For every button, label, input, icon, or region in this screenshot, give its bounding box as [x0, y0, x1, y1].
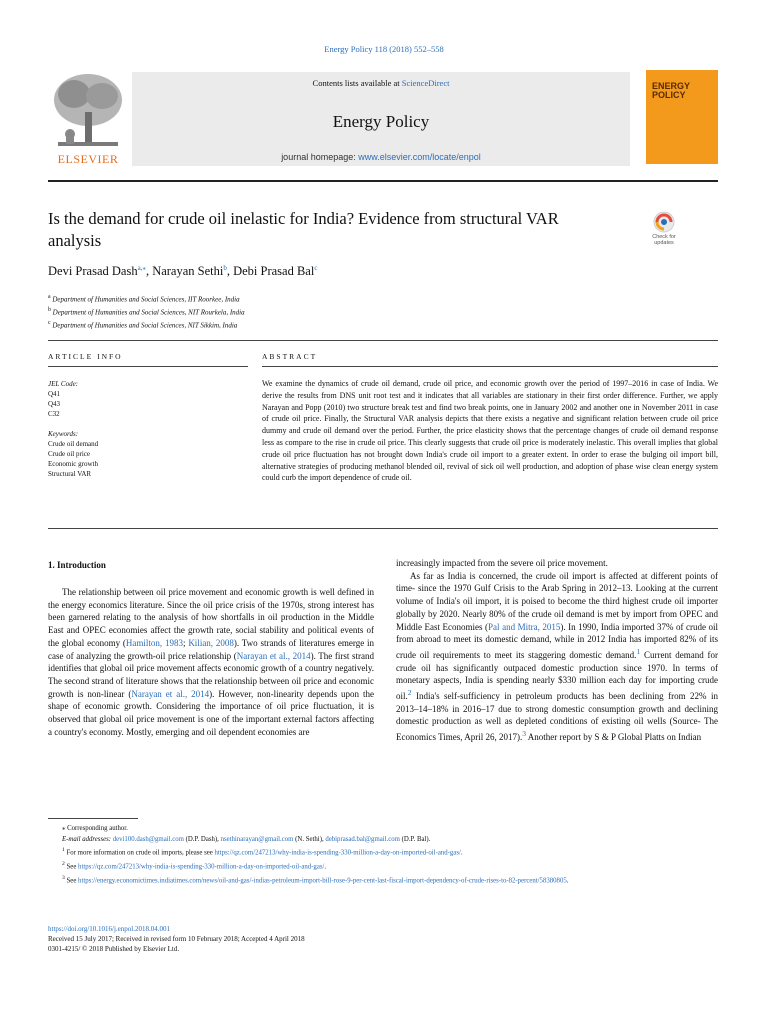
elsevier-wordmark: ELSEVIER [57, 152, 119, 166]
text-span: The relationship between oil price movement and economic growth is well defined in the energy economics literature. Since the oil price crisis of the 1970s, strong interest has been garnered relating to the analysis of how shortfalls in oil production in the Middle East and OPEC economies affect the growth rate, social stability and political events of the global economy ( [48, 587, 374, 648]
keyword: Economic growth [48, 460, 98, 468]
affiliation-text: Department of Humanities and Social Sciences, IIT Roorkee, India [50, 295, 240, 304]
keyword: Crude oil price [48, 450, 90, 458]
elsevier-tree-icon [48, 68, 128, 152]
text-span: . [566, 876, 569, 884]
citation-link[interactable]: Narayan et al., 2014 [236, 650, 311, 661]
author-name[interactable]: Debi Prasad Bal [233, 264, 315, 279]
doi-link[interactable]: https://doi.org/10.1016/j.enpol.2018.04.001 [48, 925, 170, 933]
check-for-updates-button[interactable] [644, 210, 684, 252]
footnote-url-link[interactable]: https://energy.economictimes.indiatimes.com/news/oil-and-gas/-indias-petroleum-import-bill-rose-9-per-cent-last-fiscal-import-dependency-of-crude-rises-to-82-percent/58380805 [78, 876, 567, 884]
email-link[interactable]: nsethinarayan@gmail.com [220, 835, 294, 843]
footnote-number: 3 [62, 874, 65, 881]
keywords-label: Keywords: [48, 430, 79, 438]
article-info-heading: ARTICLE INFO [48, 352, 123, 361]
text-span: (N. Sethi), [293, 835, 326, 843]
jel-code-list [48, 389, 248, 419]
footnote-number: 2 [62, 860, 65, 867]
author-name[interactable]: Devi Prasad Dash [48, 264, 138, 279]
footnote-url-link[interactable]: https://qz.com/247213/why-india-is-spending-330-million-a-day-on-imported-oil-and-gas/ [78, 863, 325, 871]
elsevier-logo[interactable] [48, 68, 128, 166]
received-dates: Received 15 July 2017; Received in revised form 10 February 2018; Accepted 4 April 2018 [48, 935, 305, 943]
affiliations [48, 292, 245, 330]
email-addresses [48, 835, 724, 846]
email-label: E-mail addresses: [62, 835, 113, 843]
section-heading-introduction: 1. Introduction [48, 560, 106, 570]
corresponding-author-note: ⁎ Corresponding author. [62, 825, 128, 832]
author-affiliation-marker[interactable]: a,⁎ [137, 264, 146, 272]
journal-reference[interactable]: Energy Policy 118 (2018) 552–558 [324, 44, 444, 54]
divider [262, 366, 718, 367]
keyword-list [48, 439, 248, 479]
article-info [48, 379, 248, 479]
affiliation-line [48, 292, 245, 305]
footnote-marker[interactable]: 1 [636, 646, 641, 656]
keyword: Crude oil demand [48, 440, 99, 448]
footnote-marker[interactable]: 2 [407, 688, 412, 698]
journal-header [48, 68, 718, 178]
divider [48, 340, 718, 341]
homepage-line [132, 152, 630, 162]
check-for-updates-label: Check for updates [652, 234, 676, 246]
jel-code: Q41 [48, 390, 61, 398]
keyword: Structural VAR [48, 470, 92, 478]
citation-link[interactable]: Pal and Mitra, 2015 [488, 621, 561, 632]
affiliation-marker: c [48, 319, 51, 326]
paragraph [396, 570, 718, 744]
divider [48, 528, 718, 529]
affiliation-line [48, 318, 245, 331]
body-column-left [48, 586, 374, 738]
affiliation-marker: b [48, 306, 51, 313]
affiliation-line [48, 305, 245, 318]
text-span: ; [182, 637, 189, 648]
author-affiliation-marker[interactable]: c [314, 264, 318, 272]
abstract-heading: ABSTRACT [262, 352, 318, 361]
author-list [48, 264, 317, 279]
copyright: 0301-4215/ © 2018 Published by Elsevier Ltd. [48, 945, 180, 953]
paragraph-continuation: increasingly impacted from the severe oil price movement. [396, 558, 608, 568]
text-span: ). The first strand identifies that global oil price movement affects economic growth of a country negatively. The second strand of literature shows that the relationship between oil price and economic growth is non-linear ( [48, 650, 374, 699]
journal-name: Energy Policy [332, 112, 430, 131]
affiliation-text: Department of Humanities and Social Sciences, NIT Sikkim, India [50, 320, 238, 329]
article-footer [48, 924, 548, 954]
text-span: . [324, 863, 327, 871]
footnotes [48, 824, 724, 886]
footnote-marker[interactable]: 3 [522, 729, 527, 739]
header-divider [48, 180, 718, 182]
affiliation-marker: a [48, 294, 51, 300]
sciencedirect-link[interactable]: ScienceDirect [401, 78, 450, 88]
text-span: India's self-sufficiency in petroleum products has been declining from 22% in 2013–14–18% in 2016–17 due to strong domestic consumption growth and declining domestic production as well as depleted conditions of existing oil wells (Source- The Economics Times, April 26, 2017). [396, 691, 718, 743]
divider [48, 366, 248, 367]
text-span: ). However, non-linearity depends upon the shape of economic growth. Considering the importance of oil price fluctuation, it is observed that global oil price movement is one of the important external factors affecting a country's economy. Mostly, emerging and oil dependent economies are [48, 688, 374, 737]
contents-line [132, 78, 630, 88]
contents-prefix: Contents lists available at [312, 78, 402, 88]
text-span: (D.P. Bal). [399, 835, 431, 843]
jel-code: Q43 [48, 400, 61, 408]
journal-cover-thumbnail[interactable] [646, 70, 718, 164]
jel-label: JEL Code: [48, 380, 79, 388]
body-column-right [396, 557, 718, 744]
text-span: (D.P. Dash), [183, 835, 221, 843]
text-span: Another report by S & P Global Platts on Indian [526, 732, 702, 743]
abstract-text: We examine the dynamics of crude oil demand, crude oil price, and economic growth over the period of 1997–2016 in case of India. We derive the results from DNS unit root test and it indicates that all variables are stationary in their first order difference. Further, we apply Narayan and Popp (2010) two structure break test and find two break points, one in January 2002 and another one in November 2011 in case of crude oil price. Finally, the Structural VAR analysis depicts that there exists a negative and significant relation between crude oil price dummy and crude oil demand over the period. Further, the price elasticity shows that the percentage changes of crude oil demand response less as compare to the rise in crude oil price. This clearly suggests that crude oil price is moderately inelastic. This overall implies that global crude oil price fluctuation has not brought down India's crude oil import to a greater extent. In order to erase the bulging oil import bill, alternative strategies of producing methanol blended oil, revival of sick oil well production, and adoption of phase wise clean energy system could curb the import dependence of crude oil. [262, 379, 718, 483]
footnote-3 [48, 873, 724, 887]
journal-banner [132, 72, 630, 166]
affiliation-text: Department of Humanities and Social Sciences, NIT Rourkela, India [50, 308, 245, 317]
homepage-link[interactable]: www.elsevier.com/locate/enpol [358, 152, 481, 162]
author-affiliation-marker[interactable]: b [223, 264, 227, 272]
homepage-prefix: journal homepage: [281, 152, 359, 162]
text-span: . [460, 849, 463, 857]
cover-title [652, 82, 690, 100]
check-for-updates-icon [644, 210, 684, 234]
cover-title-line2: POLICY [652, 90, 686, 100]
footnote-number: 1 [62, 847, 65, 853]
paper-title: Is the demand for crude oil inelastic for India? Evidence from structural VAR analysis [48, 209, 559, 250]
cover-title-line1: ENERGY [652, 81, 691, 91]
text-span: ). In 1990, India imported 37% of crude oil from abroad to meet its domestic demand, while in 2012 India has imported 82% of its crude oil requirements to meet its staggering domestic demand. [396, 621, 718, 660]
jel-code: C32 [48, 410, 60, 418]
email-link[interactable]: debiprasad.bal@gmail.com [325, 835, 400, 843]
text-span: Current demand for crude oil has significantly outpaced domestic production since 1970. In terms of monetary aspects, India is spending nearly $330 million each day for importing crude oil. [396, 649, 719, 702]
footnote-divider [48, 818, 138, 819]
text-span: See [64, 863, 79, 871]
text-span: See [64, 876, 79, 884]
citation-link[interactable]: Kilian, 2008 [188, 637, 234, 648]
email-link[interactable]: devi100.dash@gmail.com [112, 835, 184, 843]
author-separator: , [145, 264, 153, 279]
citation-link[interactable]: Narayan et al., 2014 [131, 688, 210, 699]
text-span: ). Two strands of literatures emerge in case of analyzing the growth-oil price relationship ( [48, 637, 374, 661]
author-name[interactable]: Narayan Sethi [152, 264, 224, 279]
footnote-2 [48, 859, 724, 873]
text-span: As far as India is concerned, the crude oil import is affected at different points of time- since the 1970 Gulf Crisis to the Arab Spring in 2012–13. Looking at the current volume of India's oil import, it is poised to become the third highest crude oil importer globally by 2020. Nearly 80% of the crude oil demand is met by import from OPEC and Middle East Economies ( [396, 570, 718, 632]
footnote-url-link[interactable]: https://qz.com/247213/why-india-is-spending-330-million-a-day-on-imported-oil-and-gas/ [214, 849, 461, 857]
paragraph [48, 586, 374, 738]
footnote-1 [48, 845, 724, 859]
text-span: For more information on crude oil imports, please see [64, 849, 215, 857]
author-separator: , [226, 264, 234, 279]
citation-link[interactable]: Hamilton, 1983 [125, 637, 183, 648]
